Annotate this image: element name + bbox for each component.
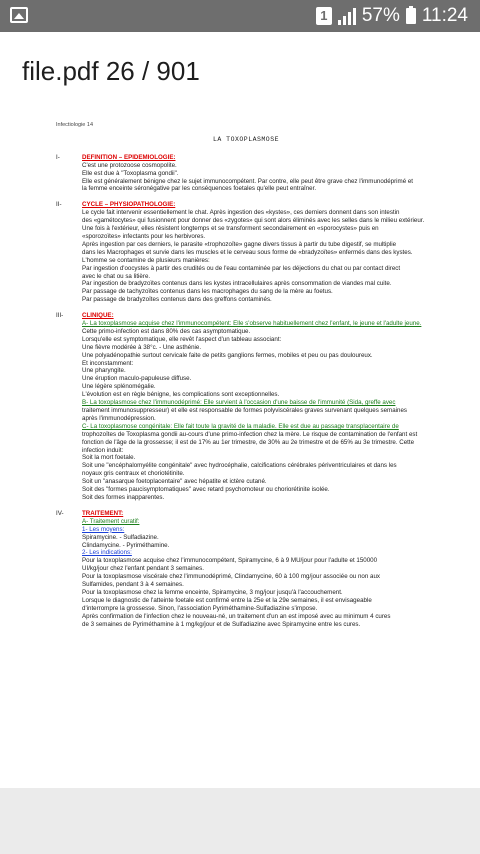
text-line: de 3 semaines de Pyriméthamine à 1 mg/kg/jour et de Sulfadiazine avec Spiramycine entre les cures. xyxy=(82,620,361,628)
text-line: avec le chat ou sa litière. xyxy=(82,272,151,280)
text-line: des «gamétocytes» qui fusionnent pour donner des «zygotes» qui sont alors éliminés avec les selles dans le milieu extérieur. xyxy=(82,217,425,225)
text-line: C'est une protozoose cosmopolite. xyxy=(82,161,177,169)
text-line: UI/kg/jour chez l'enfant pendant 3 semaines. xyxy=(82,565,204,573)
text-line: Après confirmation de l'infection chez le nouveau-né, un traitement d'un an est imposé avec au minimum 4 cures xyxy=(82,612,391,620)
text-line: C- La toxoplasmose congénitale: Elle fait toute la gravité de la maladie. Elle est due au passage transplacentaire de xyxy=(82,422,399,430)
text-line: Soit la mort foetale. xyxy=(82,454,136,462)
section-title: TRAITEMENT: xyxy=(82,509,124,517)
text-line: Soit une "encéphalomyélite congénitale" avec hydrocéphalie, calcifications cérébrales périventriculaires et dans les xyxy=(82,462,397,470)
gallery-notification-icon xyxy=(10,7,28,23)
text-line: la femme enceinte séronégative par les conséquences foetales qu'elle peut entraîner. xyxy=(82,185,317,193)
text-line: Lorsque le diagnostic de l'atteinte foetale est confirmé entre la 25e et la 29e semaines, il est envisageable xyxy=(82,596,372,604)
text-line: après l'immunodépression. xyxy=(82,414,156,422)
section-title: CYCLE – PHYSIOPATHOLOGIE: xyxy=(82,201,176,209)
app-header xyxy=(0,32,480,108)
text-line: Par ingestion de bradyzoïtes contenus dans les kystes intracellulaires après consommation de viandes mal cuite. xyxy=(82,280,392,288)
section-title: CLINIQUE: xyxy=(82,312,114,320)
status-bar xyxy=(0,0,480,32)
text-line: infection induit: xyxy=(82,446,124,454)
section-title: DEFINITION – EPIDEMIOLOGIE: xyxy=(82,153,176,161)
text-line: Soit un "anasarque foetoplacentaire" avec hépatite et ictère cutané. xyxy=(82,478,267,486)
text-line: fonction de l'âge de la grossesse; il est de 17% au 1er trimestre, de 30% au 2e trimestre et de 65% au 3e trimestre. Cette xyxy=(82,438,415,446)
text-line: Et inconstamment: xyxy=(82,359,134,367)
text-line: Soit des "formes paucisymptomatiques" avec retard psychomoteur ou choriorétinite isolée. xyxy=(82,486,330,494)
text-line: dans les Macrophages et survie dans les muscles et le cerveau sous forme de «bradyzoïtes» enfermés dans des kystes. xyxy=(82,248,413,256)
section-number: IV- xyxy=(56,509,64,517)
text-line: Pour la toxoplasmose chez la femme enceinte, Spiramycine, 3 mg/jour jusqu'à l'accouchement. xyxy=(82,588,343,596)
text-line: L'évolution est en règle bénigne, les complications sont exceptionnelles. xyxy=(82,391,280,399)
text-line: Après ingestion par ces derniers, le parasite «trophozoïte» gagne divers tissus à partir du tube digestif, se multiplie xyxy=(82,240,397,248)
clock: 11:24 xyxy=(421,5,468,26)
text-line: traitement immunosuppresseur) et elle est responsable de formes polyviscérales graves survenant quelques semaines xyxy=(82,407,408,414)
text-line: B- La toxoplasmose chez l'immunodéprimé: Elle survient à l'occasion d'une baisse de l'immunité (Sida, greffe avec xyxy=(82,399,396,407)
text-line: A- Traitement curatif: xyxy=(82,517,140,525)
text-line: «sporozoïtes» infectants pour les herbivores. xyxy=(82,232,206,240)
text-line: Elle est généralement bénigne chez le sujet immunocompétent. Par contre, elle peut être grave chez l'immunodéprimé et xyxy=(82,177,414,185)
text-line: noyaux gris centraux et choriotétinite. xyxy=(82,470,185,478)
battery-icon xyxy=(406,8,416,24)
text-line: L'homme se contamine de plusieurs manières: xyxy=(82,256,210,264)
section-heading xyxy=(56,312,436,320)
section xyxy=(56,201,436,304)
text-line: 1- Les moyens: xyxy=(82,525,125,533)
text-line: Par passage de bradyzoïtes contenus dans des greffons contaminés. xyxy=(82,296,272,304)
pdf-page-viewport[interactable] xyxy=(0,108,480,788)
status-indicators xyxy=(316,5,468,27)
text-line: Soit des formes inapparentes. xyxy=(82,493,165,501)
section-heading xyxy=(56,154,436,162)
text-line: Par ingestion d'oocystes à partir des crudités ou de l'eau contaminée par les déjections du chat ou par contact direct xyxy=(82,264,401,272)
text-line: Une fièvre modérée à 38°c. - Une asthénie. xyxy=(82,343,202,351)
text-line: Une polyadénopathie surtout cervicale faite de petits ganglions fermes, mobiles et peu ou pas douloureux. xyxy=(82,351,373,359)
page-title: LA TOXOPLASMOSE xyxy=(212,135,279,143)
section-heading xyxy=(56,510,436,518)
text-line: trophozoïtes de Toxoplasma gondii au-cours d'une primo-infection chez la mère. Le risque de contamination de l'enfant est xyxy=(82,430,418,438)
text-line: Une éruption maculo-papuleuse diffuse. xyxy=(82,375,192,383)
text-line: Sulfamides, pendant 3 à 4 semaines. xyxy=(82,581,184,589)
battery-percent: 57% xyxy=(361,5,400,26)
text-line: d'interrompre la grossesse. Sinon, l'association Pyriméthamine-Sulfadiazine s'impose. xyxy=(82,604,318,612)
sim-icon: 1 xyxy=(316,7,332,25)
text-line: A- La toxoplasmose acquise chez l'immunocompétent: Elle s'observe habituellement chez l'enfant, le jeune et l'adulte jeune. xyxy=(82,320,422,328)
text-line: Pour la toxoplasmose acquise chez l'immunocompétent, Spiramycine, 6 à 9 MU/jour pour l'adulte et 150000 xyxy=(82,557,378,565)
text-line: Spiramycine. - Sulfadiazine. xyxy=(82,533,159,541)
pdf-page xyxy=(56,122,436,628)
section-number: II- xyxy=(56,201,62,209)
section-number: III- xyxy=(56,312,64,320)
document-title: file.pdf 26 / 901 xyxy=(22,56,200,86)
text-line: Cette primo-infection est dans 80% des cas asymptomatique. xyxy=(82,327,251,335)
text-line: Une légère splénomégalie. xyxy=(82,383,156,391)
page-header: Infectiologie 14 xyxy=(56,122,93,128)
text-line: Par passage de tachyzoïtes contenus dans les macrophages du sang de la mère au foetus. xyxy=(82,288,333,296)
section xyxy=(56,510,436,629)
text-line: Une fois à l'extérieur, elles résistent longtemps et se transforment secondairement en «sporocystes» puis en xyxy=(82,225,379,233)
text-line: Le cycle fait intervenir essentiellement le chat. Après ingestion des «kystes», ces derniers donnent dans son intestin xyxy=(82,209,400,217)
text-line: Clindamycine. - Pyriméthamine. xyxy=(82,541,170,549)
bottom-area xyxy=(0,788,480,854)
text-line: Une pharyngite. xyxy=(82,367,126,375)
section-number: I- xyxy=(56,153,60,161)
section-heading xyxy=(56,201,436,209)
text-line: Lorsqu'elle est symptomatique, elle revêt l'aspect d'un tableau associant: xyxy=(82,335,282,343)
signal-icon xyxy=(338,7,356,25)
text-line: Elle est due à "Toxoplasma gondii". xyxy=(82,169,179,177)
section xyxy=(56,154,436,194)
text-line: 2- Les indications: xyxy=(82,549,132,557)
text-line: Pour la toxoplasmose viscérale chez l'immunodéprimé, Clindamycine, 60 à 100 mg/jour associée ou non aux xyxy=(82,573,380,581)
section xyxy=(56,312,436,502)
